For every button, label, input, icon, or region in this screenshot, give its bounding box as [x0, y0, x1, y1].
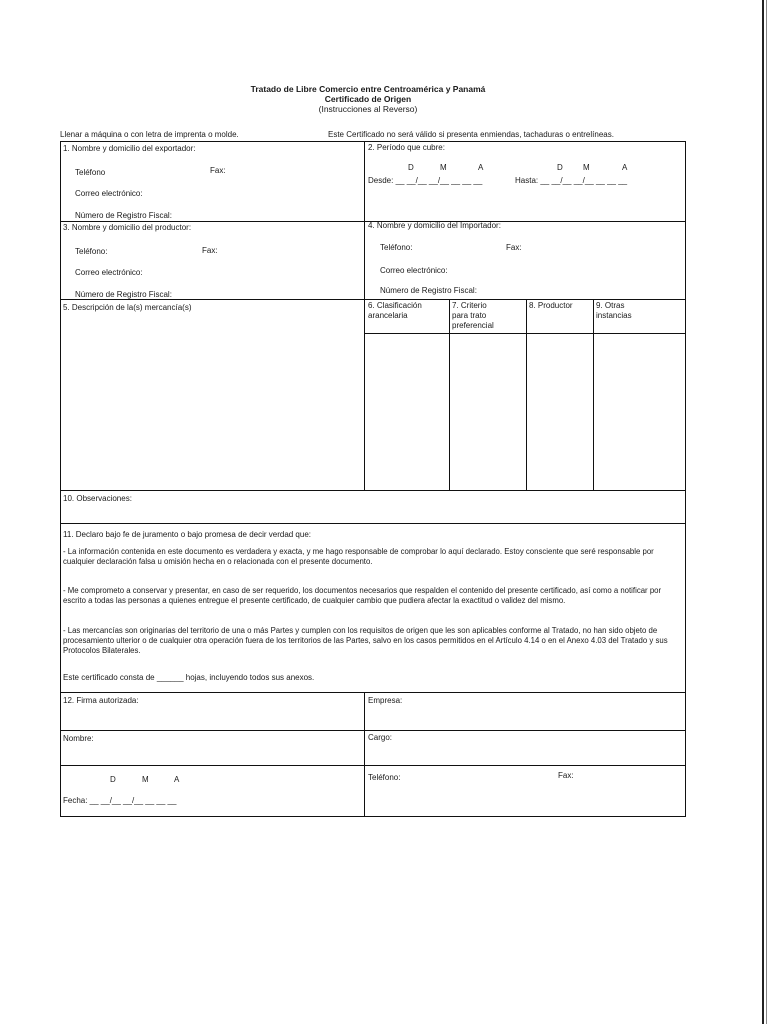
exporter-fiscal-label: Número de Registro Fiscal: — [75, 211, 172, 220]
name-label: Nombre: — [63, 734, 94, 743]
period-to-day-label: D — [557, 163, 563, 172]
tariff-classification-header-l2: arancelaria — [368, 311, 408, 320]
importer-title: 4. Nombre y domicilio del Importador: — [368, 221, 501, 230]
position-label: Cargo: — [368, 733, 393, 742]
importer-email-label: Correo electrónico: — [380, 266, 448, 275]
date-field[interactable]: Fecha: __ __/__ __/__ __ __ __ — [63, 796, 177, 805]
instructions-line — [60, 130, 672, 140]
producer-fiscal-label: Número de Registro Fiscal: — [75, 290, 172, 299]
declaration-title: 11. Declaro bajo fe de juramento o bajo promesa de decir verdad que: — [63, 530, 312, 539]
declaration-paragraph-1: - La información contenida en este documento es verdadera y exacta, y me hago responsable de comprobar lo aquí declarado. Estoy consciente que seré responsable por cualquier declaración falsa u omisión hecha en o relacionada con el presente documento. — [63, 547, 654, 566]
period-from-day-label: D — [408, 163, 414, 172]
other-instances-header-l2: instancias — [596, 311, 632, 320]
producer-email-label: Correo electrónico: — [75, 268, 143, 277]
fill-instructions: Llenar a máquina o con letra de imprenta o molde. — [60, 130, 239, 139]
exporter-fax-label: Fax: — [210, 166, 226, 175]
authorized-signature-label: 12. Firma autorizada: — [63, 696, 139, 705]
exporter-title: 1. Nombre y domicilio del exportador: — [63, 144, 196, 153]
tariff-classification-header-l1: 6. Clasificación — [368, 301, 422, 310]
period-from-year-label: A — [478, 163, 484, 172]
declaration-paragraph-2: - Me comprometo a conservar y presentar, en caso de ser requerido, los documentos necesarios que respalden el contenido del presente certificado, así como a notificar por escrito a todas las personas a quienes entregue el presente certificado, de cualquier cambio que pudiera afectar la exactitud o validez del mismo. — [63, 586, 662, 605]
document-title: Tratado de Libre Comercio entre Centroamérica y Panamá — [250, 84, 486, 94]
document-subtitle: Certificado de Origen — [324, 94, 412, 104]
preference-criterion-header-l3: preferencial — [452, 321, 494, 330]
preference-criterion-header-l1: 7. Criterio — [452, 301, 487, 310]
validity-note: Este Certificado no será válido si presenta enmiendas, tachaduras o entrelíneas. — [328, 130, 614, 139]
producer-phone-label: Teléfono: — [75, 247, 108, 256]
column-divider-8-9 — [593, 299, 594, 490]
other-instances-header-l1: 9. Otras — [596, 301, 625, 310]
row-separator-6 — [60, 730, 686, 731]
document-header — [0, 84, 736, 114]
importer-fiscal-label: Número de Registro Fiscal: — [380, 286, 477, 295]
goods-description-header: 5. Descripción de la(s) mercancía(s) — [63, 303, 192, 312]
preference-criterion-header-l2: para trato — [452, 311, 487, 320]
producer-column-header: 8. Productor — [529, 301, 573, 310]
period-to-month-label: M — [583, 163, 590, 172]
row-separator-4 — [60, 523, 686, 524]
row-separator-7 — [60, 765, 686, 766]
document-note: (Instrucciones al Reverso) — [318, 104, 418, 114]
period-from-field[interactable]: Desde: __ __/__ __/__ __ __ __ — [368, 176, 483, 185]
column-divider-6-7 — [449, 299, 450, 490]
scan-edge-shadow — [766, 0, 767, 1024]
date-day-label: D — [110, 775, 116, 784]
scan-edge — [762, 0, 764, 1024]
signature-fax-label: Fax: — [558, 771, 574, 780]
column-divider-7-8 — [526, 299, 527, 490]
form-border-right — [685, 141, 686, 817]
importer-phone-label: Teléfono: — [380, 243, 413, 252]
date-year-label: A — [174, 775, 180, 784]
exporter-email-label: Correo electrónico: — [75, 189, 143, 198]
form-border-bottom — [60, 816, 686, 817]
certificate-form — [60, 141, 686, 817]
observations-label: 10. Observaciones: — [63, 494, 132, 503]
column-divider-main — [364, 141, 365, 490]
row-separator-5 — [60, 692, 686, 693]
form-border-top — [60, 141, 686, 142]
form-border-left — [60, 141, 61, 817]
period-to-field[interactable]: Hasta: __ __/__ __/__ __ __ __ — [515, 176, 628, 185]
producer-title: 3. Nombre y domicilio del productor: — [63, 223, 192, 232]
declaration-pages-line: Este certificado consta de ______ hojas, incluyendo todos sus anexos. — [63, 673, 315, 682]
signature-phone-label: Teléfono: — [368, 773, 401, 782]
period-title: 2. Período que cubre: — [368, 143, 445, 152]
exporter-phone-label: Teléfono — [75, 168, 106, 177]
producer-fax-label: Fax: — [202, 246, 218, 255]
column-divider-signature — [364, 692, 365, 817]
company-label: Empresa: — [368, 696, 403, 705]
date-month-label: M — [142, 775, 149, 784]
period-to-year-label: A — [622, 163, 628, 172]
period-from-month-label: M — [440, 163, 447, 172]
row-separator-3 — [60, 490, 686, 491]
importer-fax-label: Fax: — [506, 243, 522, 252]
declaration-paragraph-3: - Las mercancías son originarias del territorio de una o más Partes y cumplen con los requisitos de origen que les son aplicables conforme al Tratado, no han sido objeto de procesamiento ulterior o de cualquier otra operación fuera de los territorios de las Partes, salvo en los casos permitidos en el Artículo 4.14 o en el Anexo 4.03 del Tratado y sus Protocolos Bilaterales. — [63, 626, 668, 655]
